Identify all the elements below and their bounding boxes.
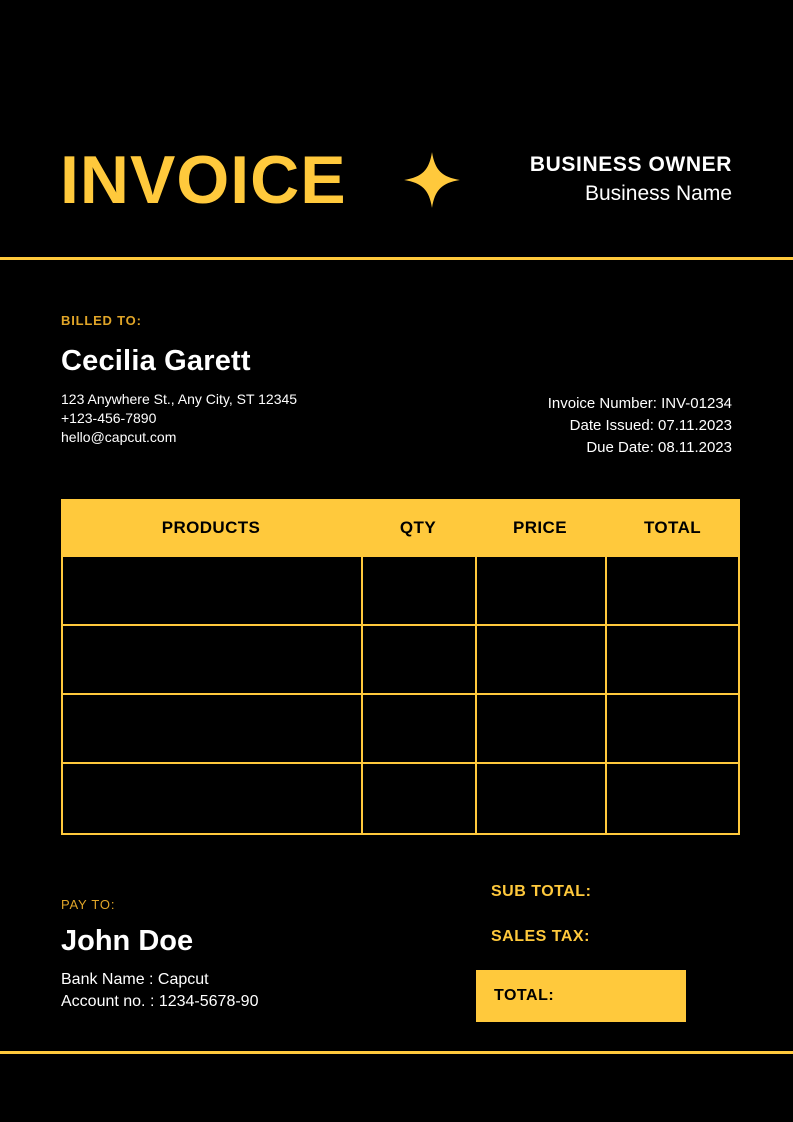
cell-total[interactable] bbox=[607, 764, 738, 833]
page-title: INVOICE bbox=[60, 142, 347, 218]
invoice-header bbox=[0, 120, 793, 240]
billed-to-label: BILLED TO: bbox=[61, 313, 142, 328]
sub-total-label: SUB TOTAL: bbox=[491, 883, 592, 900]
cell-price[interactable] bbox=[477, 557, 607, 624]
divider-top bbox=[0, 257, 793, 260]
column-header-total: TOTAL bbox=[643, 518, 702, 537]
invoice-meta bbox=[548, 393, 732, 459]
cell-qty[interactable] bbox=[363, 764, 477, 833]
total-label: TOTAL: bbox=[494, 987, 555, 1004]
cell-total[interactable] bbox=[607, 557, 738, 624]
cell-qty[interactable] bbox=[363, 557, 477, 624]
cell-qty[interactable] bbox=[363, 695, 477, 762]
client-email: hello@capcut.com bbox=[61, 429, 177, 445]
pay-to-label: PAY TO: bbox=[61, 897, 116, 912]
bank-name: Bank Name : Capcut bbox=[61, 971, 209, 988]
cell-product[interactable] bbox=[63, 557, 363, 624]
business-owner-title: BUSINESS OWNER bbox=[529, 152, 732, 176]
invoice-number: Invoice Number: INV-01234 bbox=[547, 395, 732, 412]
sales-tax-label: SALES TAX: bbox=[491, 928, 590, 945]
cell-total[interactable] bbox=[607, 695, 738, 762]
cell-product[interactable] bbox=[63, 695, 363, 762]
table-body bbox=[61, 557, 740, 835]
client-details bbox=[61, 390, 297, 447]
cell-price[interactable] bbox=[477, 764, 607, 833]
table-row[interactable] bbox=[63, 764, 738, 833]
payee-name: John Doe bbox=[61, 925, 194, 957]
client-name: Cecilia Garett bbox=[61, 345, 251, 377]
cell-price[interactable] bbox=[477, 626, 607, 693]
cell-product[interactable] bbox=[63, 764, 363, 833]
client-address: 123 Anywhere St., Any City, ST 12345 bbox=[61, 391, 298, 407]
due-date: Due Date: 08.11.2023 bbox=[586, 439, 732, 456]
cell-total[interactable] bbox=[607, 626, 738, 693]
divider-bottom bbox=[0, 1051, 793, 1054]
cell-product[interactable] bbox=[63, 626, 363, 693]
column-header-qty: QTY bbox=[399, 518, 437, 537]
total-box bbox=[476, 970, 686, 1022]
table-row[interactable] bbox=[63, 626, 738, 695]
business-name: Business Name bbox=[584, 181, 732, 205]
bank-details bbox=[61, 969, 258, 1013]
cell-price[interactable] bbox=[477, 695, 607, 762]
column-header-products: PRODUCTS bbox=[161, 518, 261, 537]
business-owner-block bbox=[530, 151, 732, 210]
table-row[interactable] bbox=[63, 695, 738, 764]
line-items-table bbox=[61, 499, 740, 835]
account-number: Account no. : 1234-5678-90 bbox=[61, 993, 259, 1010]
cell-qty[interactable] bbox=[363, 626, 477, 693]
client-phone: +123-456-7890 bbox=[61, 410, 157, 426]
table-row[interactable] bbox=[63, 557, 738, 626]
four-point-star-icon bbox=[403, 151, 461, 209]
column-header-price: PRICE bbox=[513, 518, 567, 537]
date-issued: Date Issued: 07.11.2023 bbox=[569, 417, 732, 434]
table-header-row bbox=[61, 499, 740, 557]
